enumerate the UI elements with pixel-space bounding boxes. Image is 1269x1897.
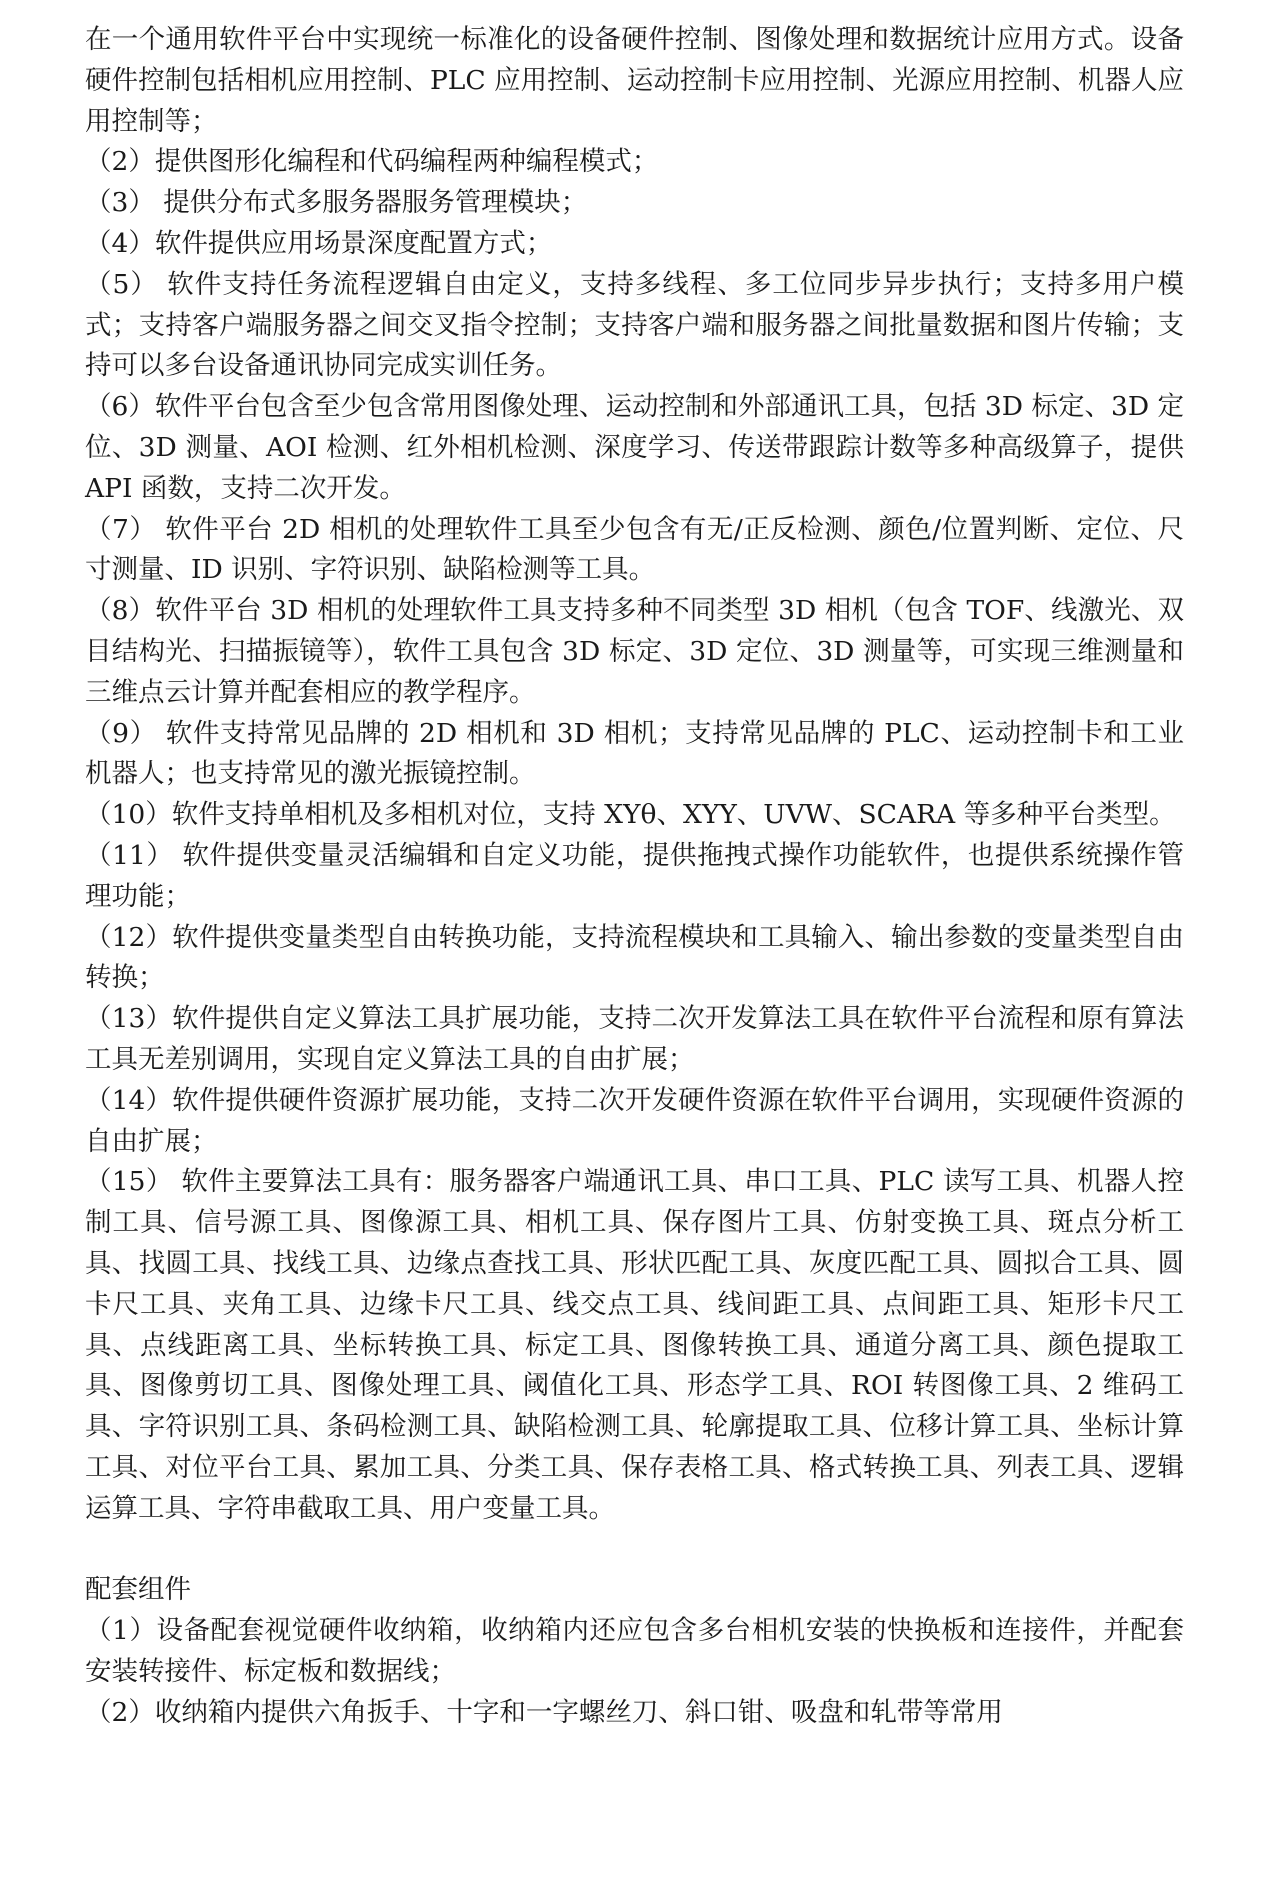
section-paragraph-1: （1）设备配套视觉硬件收纳箱，收纳箱内还应包含多台相机安装的快换板和连接件，并配套安装转接件、标定板和数据线； [85, 1615, 1184, 1687]
paragraph-item-8: （8）软件平台 3D 相机的处理软件工具支持多种不同类型 3D 相机（包含 TOF、线激光、双目结构光、扫描振镜等），软件工具包含 3D 标定、3D 定位、3D 测量等，可实现三维测量和三维点云计算并配套相应的教学程序。 [85, 595, 1184, 708]
paragraph-item-4: （4）软件提供应用场景深度配置方式； [85, 227, 553, 259]
paragraph-item-13: （13）软件提供自定义算法工具扩展功能，支持二次开发算法工具在软件平台流程和原有算法工具无差别调用，实现自定义算法工具的自由扩展； [85, 1003, 1184, 1075]
paragraph-item-12: （12）软件提供变量类型自由转换功能，支持流程模块和工具输入、输出参数的变量类型自由转换； [85, 921, 1184, 994]
section-paragraph-2: （2）收纳箱内提供六角扳手、十字和一字螺丝刀、斜口钳、吸盘和轧带等常用 [85, 1696, 1003, 1728]
paragraph-item-10: （10）软件支持单相机及多相机对位，支持 XYθ、XYY、UVW、SCARA 等多种平台类型。 [85, 799, 1176, 831]
blank-line [85, 1529, 1184, 1570]
paragraph-hardware-control: 在一个通用软件平台中实现统一标准化的设备硬件控制、图像处理和数据统计应用方式。设备硬件控制包括相机应用控制、PLC 应用控制、运动控制卡应用控制、光源应用控制、机器人应用控制等； [85, 24, 1184, 137]
paragraph-item-2: （2）提供图形化编程和代码编程两种编程模式； [85, 146, 659, 178]
paragraph-item-14: （14）软件提供硬件资源扩展功能，支持二次开发硬件资源在软件平台调用，实现硬件资源的自由扩展； [85, 1084, 1184, 1157]
paragraph-item-6: （6）软件平台包含至少包含常用图像处理、运动控制和外部通讯工具，包括 3D 标定、3D 定位、3D 测量、AOI 检测、红外相机检测、深度学习、传送带跟踪计数等多种高级算子，提供 API 函数，支持二次开发。 [85, 391, 1184, 504]
paragraph-item-5: （5） 软件支持任务流程逻辑自由定义，支持多线程、多工位同步异步执行；支持多用户模式；支持客户端服务器之间交叉指令控制；支持客户端和服务器之间批量数据和图片传输；支持可以多台设备通讯协同完成实训任务。 [85, 268, 1184, 382]
paragraph-item-3: （3） 提供分布式多服务器服务管理模块； [85, 187, 588, 219]
paragraph-item-11: （11） 软件提供变量灵活编辑和自定义功能，提供拖拽式操作功能软件，也提供系统操作管理功能； [85, 839, 1184, 912]
paragraph-item-15: （15） 软件主要算法工具有：服务器客户端通讯工具、串口工具、PLC 读写工具、机器人控制工具、信号源工具、图像源工具、相机工具、保存图片工具、仿射变换工具、斑点分析工具、找圆工具、找线工具、边缘点查找工具、形状匹配工具、灰度匹配工具、圆拟合工具、圆卡尺工具、夹角工具、边缘卡尺工具、线交点工具、线间距工具、点间距工具、矩形卡尺工具、点线距离工具、坐标转换工具、标定工具、图像转换工具、通道分离工具、颜色提取工具、图像剪切工具、图像处理工具、阈值化工具、形态学工具、ROI 转图像工具、2 维码工具、字符识别工具、条码检测工具、缺陷检测工具、轮廓提取工具、位移计算工具、坐标计算工具、对位平台工具、累加工具、分类工具、保存表格工具、格式转换工具、列表工具、逻辑运算工具、字符串截取工具、用户变量工具。 [85, 1166, 1184, 1524]
paragraph-item-7: （7） 软件平台 2D 相机的处理软件工具至少包含有无/正反检测、颜色/位置判断、定位、尺寸测量、ID 识别、字符识别、缺陷检测等工具。 [85, 513, 1184, 586]
section-title: 配套组件 [85, 1574, 191, 1606]
paragraph-item-9: （9） 软件支持常见品牌的 2D 相机和 3D 相机；支持常见品牌的 PLC、运动控制卡和工业机器人；也支持常见的激光振镜控制。 [85, 717, 1184, 790]
